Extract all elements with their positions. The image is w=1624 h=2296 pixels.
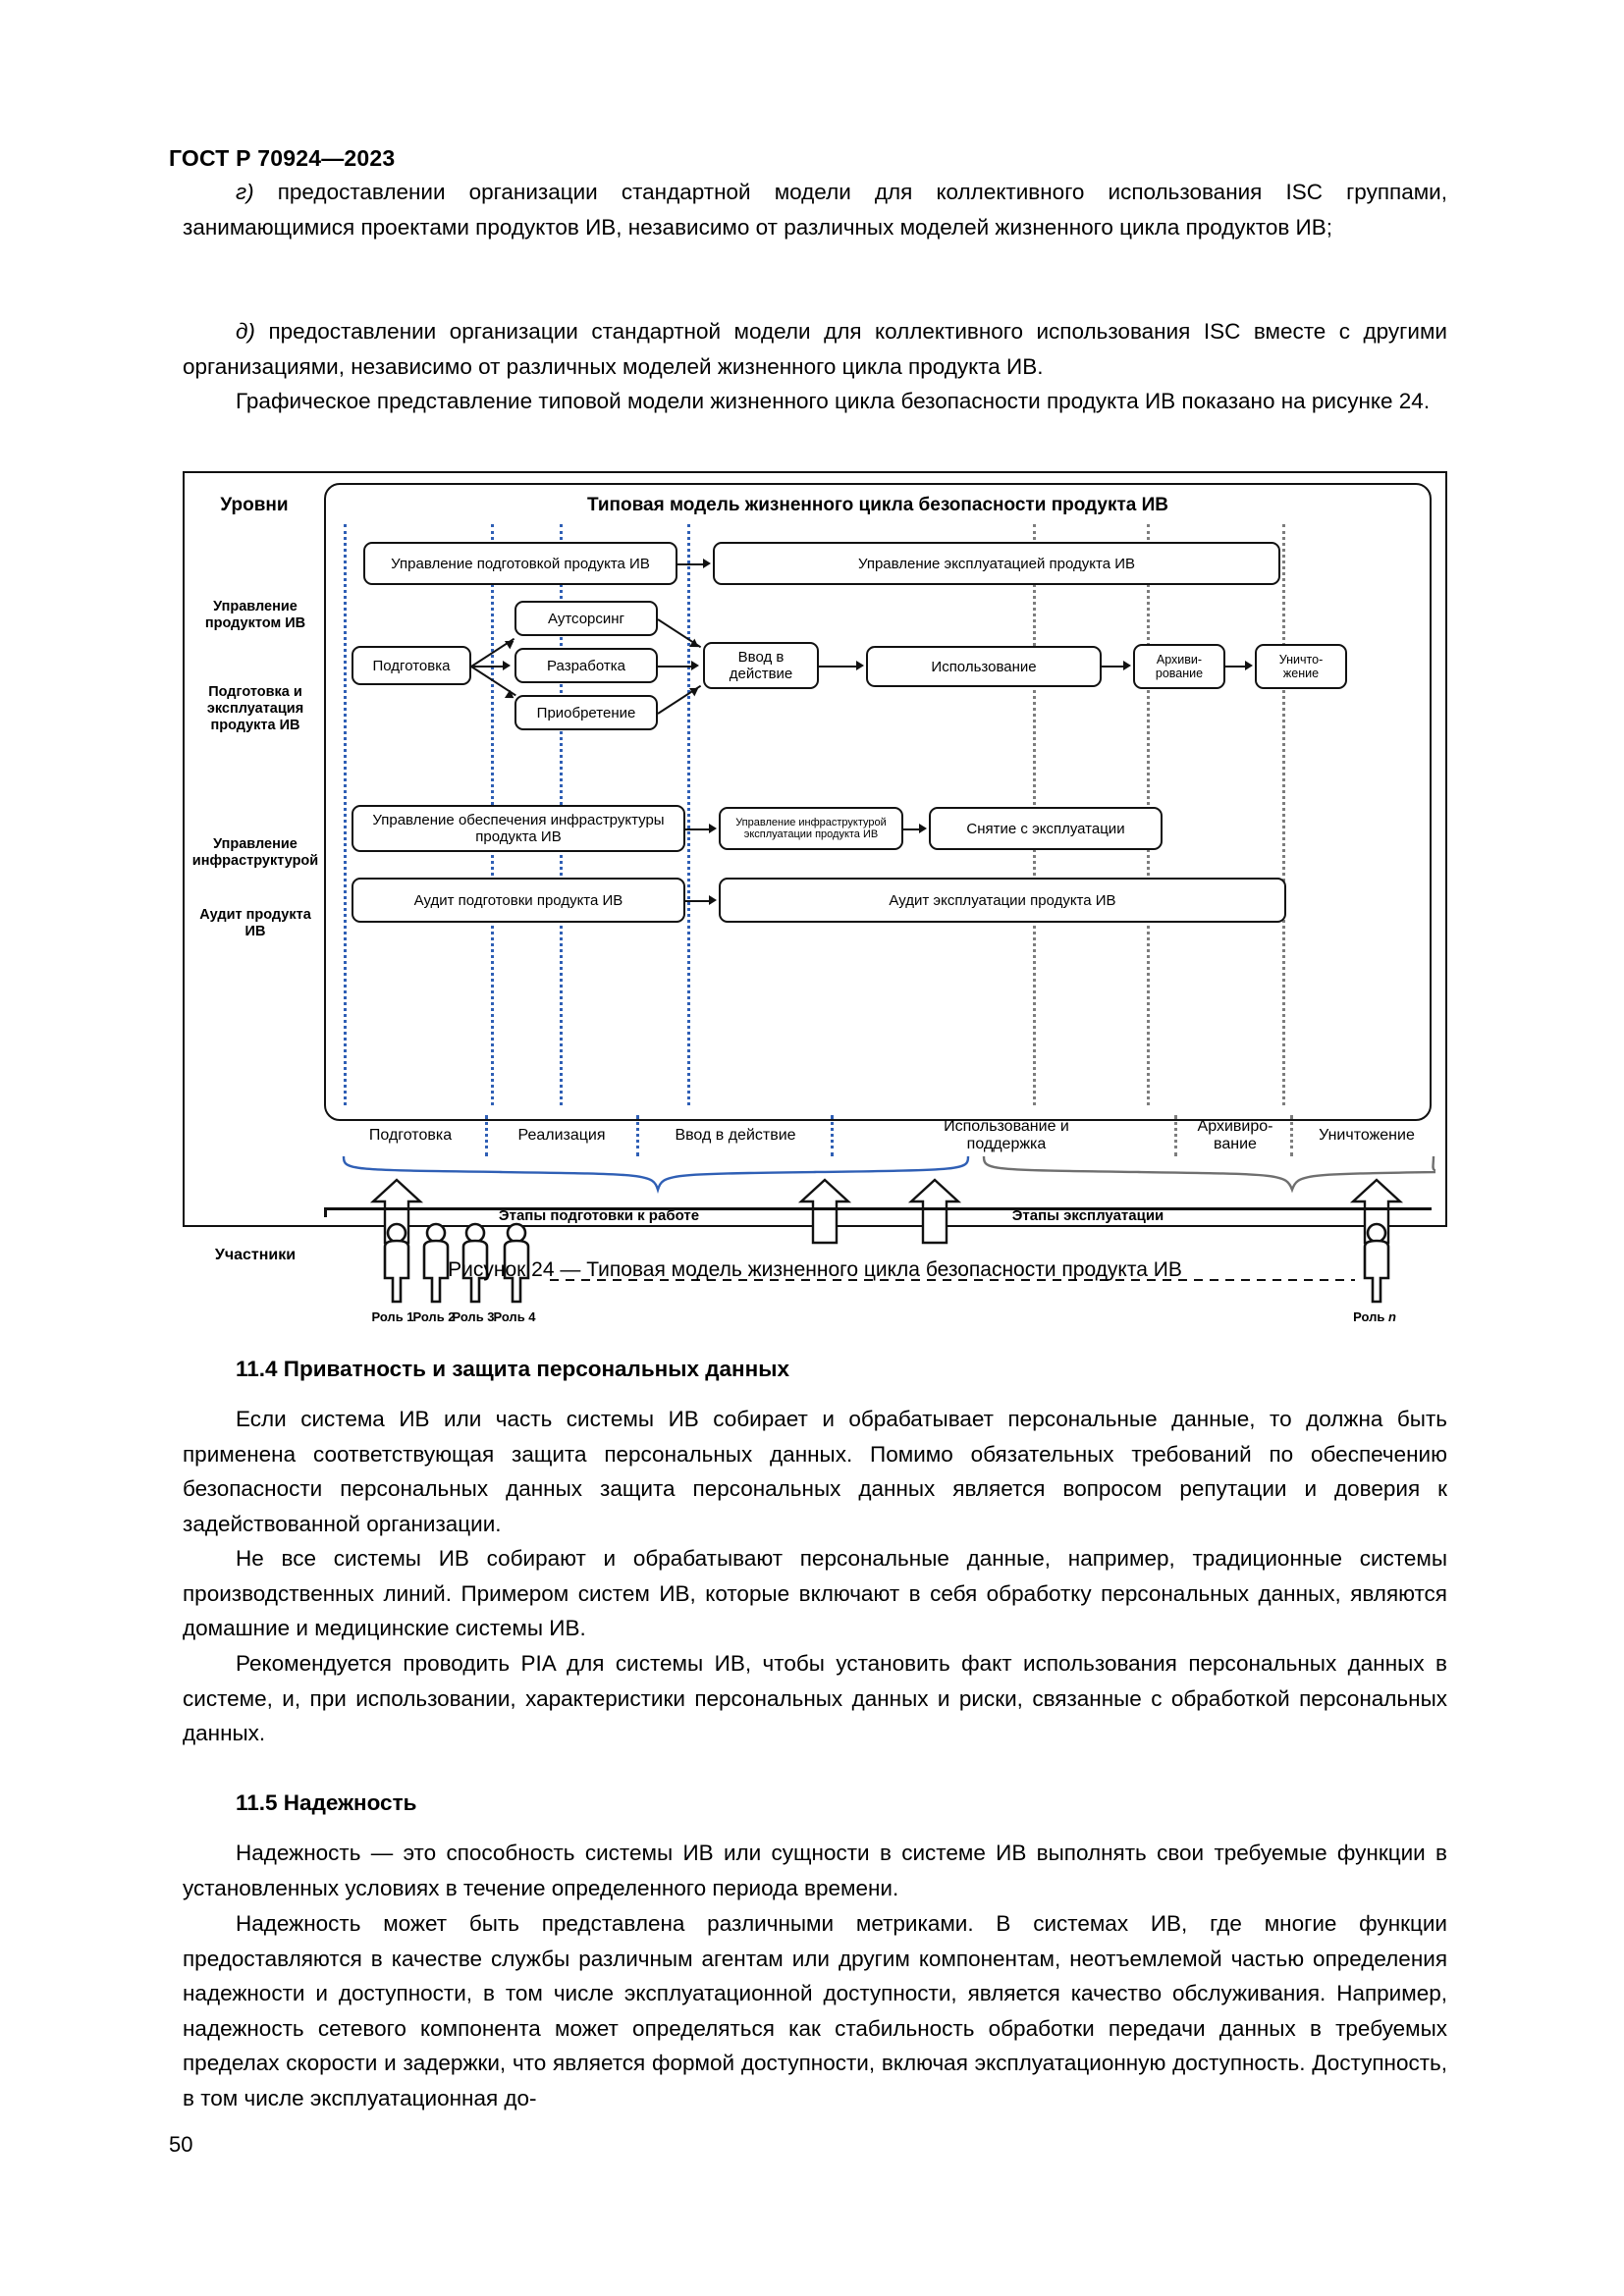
stage-divider-5 [1290,1115,1293,1156]
arrow-line-r1 [677,563,705,565]
stage-divider-1 [485,1115,488,1156]
box-audit-operation[interactable]: Аудит эксплуатации продукта ИВ [719,878,1286,923]
paragraph-graphic-text: Графическое представление типовой модели жизненного цикла безопасности продукта ИВ показано на рисунке 24. [236,389,1431,413]
box-development[interactable]: Разработка [514,648,658,683]
arrow-head-commissioning-usage [856,661,864,670]
box-usage[interactable]: Использование [866,646,1102,687]
stage-divider-3 [831,1115,834,1156]
paragraph-g-text: предоставлении организации стандартной модели для коллективного использования ISC группами, занимающимися проектами продуктов ИВ, независимо от различных моделей жизненного цикла продуктов ИВ; [183,180,1447,240]
paragraph-114-2: Не все системы ИВ собирают и обрабатывают персональные данные, например, традиционные системы производственных линий. Примером систем ИВ, которые включают в себя обработку персональных данных, являются домашние и медицинские системы ИВ. [183,1546,1447,1640]
paragraph-115-2: Надежность может быть представлена различными метриками. В системах ИВ, где многие функции предоставляются в качестве службы различным агентам или другим компонентам, неотъемлемой частью определения надежности и доступности, в том числе эксплуатационной доступности, является качество обслуживания. Например, надежность сетевого компонента может определяться как стабильность обработки передачи данных в требуемых пределах скорости и задержки, что является формой доступности, включая эксплуатационную доступность. Доступность, в том числе эксплуатационная до- [183,1911,1447,2110]
role-label-n: Роль n [1353,1309,1396,1324]
box-audit-preparation[interactable]: Аудит подготовки продукта ИВ [352,878,685,923]
section-11-5-heading [183,1787,1447,1820]
box-manage-preparation[interactable]: Управление подготовкой продукта ИВ [363,542,677,585]
box-decommission[interactable]: Снятие с эксплуатации [929,807,1163,850]
role-label-1: Роль 1 [371,1309,414,1324]
arrow-audit-prep-to-audit-oper [685,900,711,902]
intro-paragraph-g [183,175,1447,244]
list-marker-g: г) [236,180,254,204]
arrow-head-archiving-destruction [1245,661,1253,670]
arrow-head-infra-oper [919,824,927,833]
stage-commissioning: Ввод в действие [675,1127,796,1144]
arrow-archiving-to-destruction [1225,666,1247,667]
paragraph-114-1: Если система ИВ или часть системы ИВ собирает и обрабатывает персональные данные, то должна быть применена соответствующая защита персональных данных. Помимо обязательных требований по обеспечению безопасности персональных данных защита персональных данных является вопросом репутации и доверия к задействованной организации. [183,1407,1447,1536]
arrow-head-r1 [703,559,711,568]
section-11-4-p2 [183,1541,1447,1646]
role-label-3: Роль 3 [452,1309,495,1324]
box-manage-operation[interactable]: Управление эксплуатацией продукта ИВ [713,542,1280,585]
level-label-audit: Аудит продукта ИВ [199,907,311,939]
running-header: ГОСТ Р 70924—2023 [169,145,396,171]
level-label-preparation-operation: Подготовка и эксплуатация продукта ИВ [206,684,304,733]
paragraph-d-text: предоставлении организации стандартной модели для коллективного использования ISC вместе с другими организациями, независимо от различных моделей жизненного цикла продукта ИВ. [183,319,1447,379]
role-label-4: Роль 4 [493,1309,536,1324]
stage-divider-2 [636,1115,639,1156]
section-11-5-p1 [183,1836,1447,1905]
section-11-4-p1 [183,1402,1447,1541]
separator-7 [1282,524,1285,1105]
arrow-development-to-commissioning [658,666,693,667]
box-infrastructure-support[interactable]: Управление обеспечения инфраструктуры продукта ИВ [352,805,685,852]
arrow-usage-to-archiving [1102,666,1125,667]
arrow-infra-support-to-infra-oper [685,828,711,830]
stage-preparation: Подготовка [368,1127,453,1144]
level-label-infrastructure-management: Управление инфраструктурой [191,836,319,869]
arrow-head-development-commissioning [691,661,699,670]
stage-usage-support: Использование и поддержка [944,1118,1069,1152]
intro-paragraph-graphic [183,384,1447,419]
model-title: Типовая модель жизненного цикла безопасности продукта ИВ [586,495,1169,515]
arrow-head-audit [709,895,717,905]
list-marker-d: д) [236,319,255,344]
figure-caption: Рисунок 24 — Типовая модель жизненного цикла безопасности продукта ИВ [448,1258,1182,1281]
box-destruction[interactable]: Уничто- жение [1255,644,1347,689]
participants-frame [324,1207,1432,1217]
phase-label-preparation: Этапы подготовки к работе [498,1207,700,1224]
heading-11-4: 11.4 Приватность и защита персональных данных [236,1357,789,1381]
section-11-4-heading [183,1353,1447,1386]
level-label-product-management: Управление продуктом ИВ [204,599,306,631]
page-number: 50 [169,2132,193,2157]
levels-header: Уровни [220,495,289,515]
paragraph-115-1: Надежность — это способность системы ИВ или сущности в системе ИВ выполнять свои требуемые функции в установленных условиях в течение определенного периода времени. [183,1841,1447,1900]
section-11-5-p2 [183,1906,1447,2115]
arrow-prep-to-development [471,666,505,667]
arrow-head-infra-support [709,824,717,833]
stage-destruction: Уничтожение [1319,1127,1415,1144]
separator-1 [344,524,347,1105]
box-preparation[interactable]: Подготовка [352,646,471,685]
arrow-commissioning-to-usage [819,666,858,667]
arrow-head-usage-archiving [1123,661,1131,670]
role-label-2: Роль 2 [412,1309,456,1324]
separator-4 [687,524,690,1105]
stage-row [324,1113,1432,1158]
stage-archiving: Архивиро- вание [1197,1118,1273,1152]
box-acquisition[interactable]: Приобретение [514,695,658,730]
box-commissioning[interactable]: Ввод в действие [703,642,819,689]
box-infrastructure-operation[interactable]: Управление инфраструктурой эксплуатации продукта ИВ [719,807,903,850]
box-archiving[interactable]: Архиви- рование [1133,644,1225,689]
participants-label: Участники [214,1247,297,1263]
phase-label-operation: Этапы эксплуатации [1011,1207,1164,1224]
paragraph-114-3: Рекомендуется проводить PIA для системы ИВ, чтобы установить факт использования персональных данных в системе, и, при использовании, характеристики персональных данных и риски, связанные с обработкой персональных данных. [183,1651,1447,1745]
heading-11-5: 11.5 Надежность [236,1790,417,1815]
arrow-head-prep-development [503,661,511,670]
section-11-4-p3 [183,1646,1447,1751]
intro-paragraph-d [183,314,1447,384]
box-outsourcing[interactable]: Аутсорсинг [514,601,658,636]
stage-divider-4 [1174,1115,1177,1156]
stage-realization: Реализация [517,1127,606,1144]
